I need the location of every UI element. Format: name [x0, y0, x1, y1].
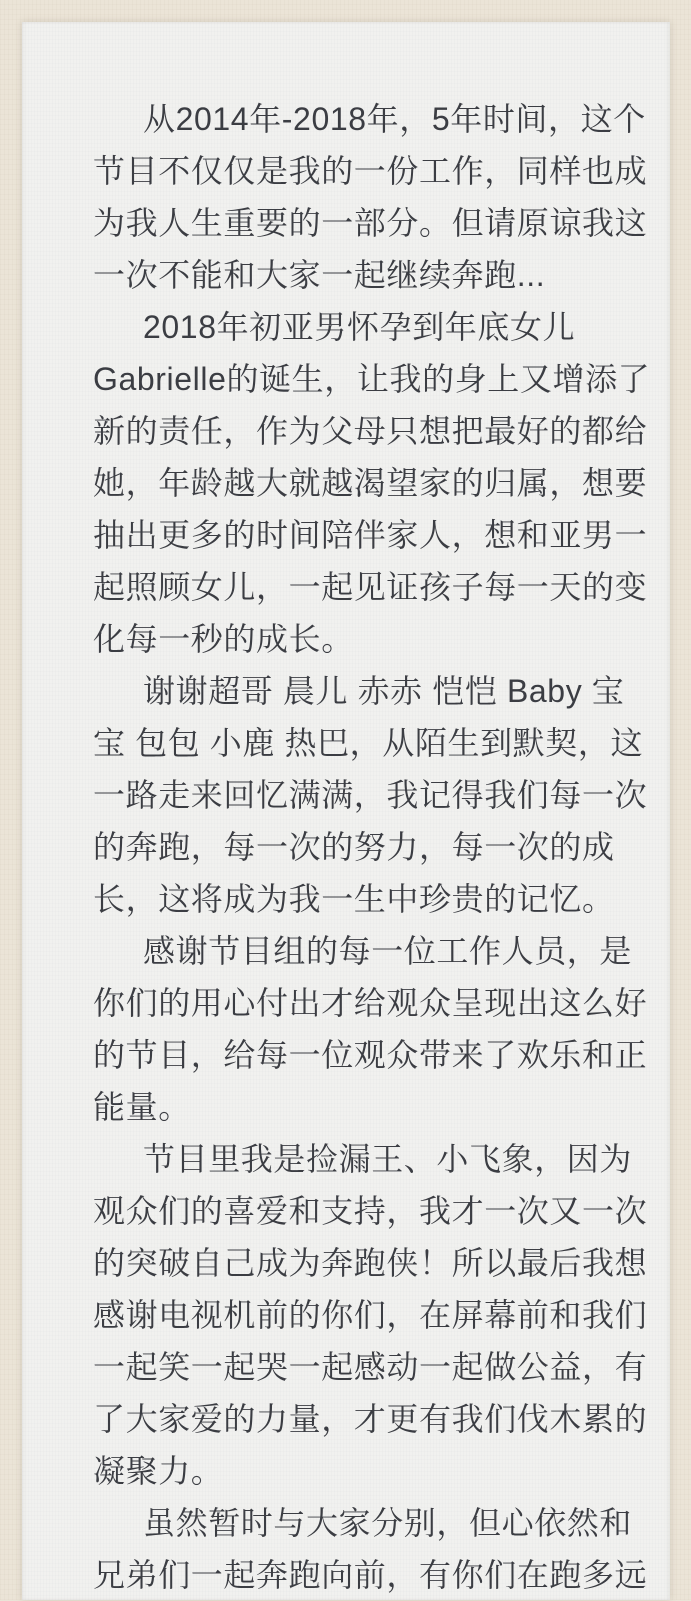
paragraph: [93, 665, 655, 925]
paragraph: [93, 93, 655, 301]
text-line: 她，年龄越大就越渴望家的归属，想要: [93, 465, 648, 501]
text-line: 观众们的喜爱和支持，我才一次又一次: [93, 1193, 648, 1229]
text-line: Gabrielle的诞生，让我的身上又增添了: [93, 361, 651, 397]
text-line: 为我人生重要的一部分。但请原谅我这: [93, 205, 648, 241]
text-line: 感谢节目组的每一位工作人员，是: [143, 933, 633, 969]
text-line: 一路走来回忆满满，我记得我们每一次: [93, 777, 648, 813]
text-line: 的奔跑，每一次的努力，每一次的成: [93, 829, 615, 865]
text-line: 长，这将成为我一生中珍贵的记忆。: [93, 881, 615, 917]
text-line: 起照顾女儿，一起见证孩子每一天的变: [93, 569, 648, 605]
text-line: 虽然暂时与大家分别，但心依然和: [143, 1505, 633, 1541]
paragraph: [93, 925, 655, 1133]
text-line: 一起笑一起哭一起感动一起做公益，有: [93, 1349, 648, 1385]
text-line: 抽出更多的时间陪伴家人，想和亚男一: [93, 517, 648, 553]
text-line: 的节目，给每一位观众带来了欢乐和正: [93, 1037, 648, 1073]
text-line: 化每一秒的成长。: [93, 621, 354, 657]
text-line: 兄弟们一起奔跑向前，有你们在跑多远: [93, 1557, 648, 1593]
paragraph: [93, 301, 655, 665]
letter-body-text: [93, 93, 655, 1601]
text-line: 凝聚力。: [93, 1453, 224, 1489]
text-line: 感谢电视机前的你们，在屏幕前和我们: [93, 1297, 648, 1333]
text-line: 你们的用心付出才给观众呈现出这么好: [93, 985, 648, 1021]
text-line: 节目不仅仅是我的一份工作，同样也成: [93, 153, 648, 189]
text-line: 的突破自己成为奔跑侠！所以最后我想: [93, 1245, 648, 1281]
text-line: 宝 包包 小鹿 热巴，从陌生到默契，这: [93, 725, 644, 761]
paragraph: [93, 1497, 655, 1601]
text-line: 了大家爱的力量，才更有我们伐木累的: [93, 1401, 648, 1437]
text-line: 能量。: [93, 1089, 191, 1125]
text-line: 一次不能和大家一起继续奔跑...: [93, 257, 546, 293]
text-line: 节目里我是捡漏王、小飞象，因为: [143, 1141, 633, 1177]
letter-paper-panel: [22, 22, 670, 1600]
text-line: 谢谢超哥 晨儿 赤赤 恺恺 Baby 宝: [143, 673, 625, 709]
text-line: 2018年初亚男怀孕到年底女儿: [143, 309, 576, 345]
text-line: 新的责任，作为父母只想把最好的都给: [93, 413, 648, 449]
text-line: 从2014年-2018年，5年时间，这个: [143, 101, 646, 137]
paragraph: [93, 1133, 655, 1497]
